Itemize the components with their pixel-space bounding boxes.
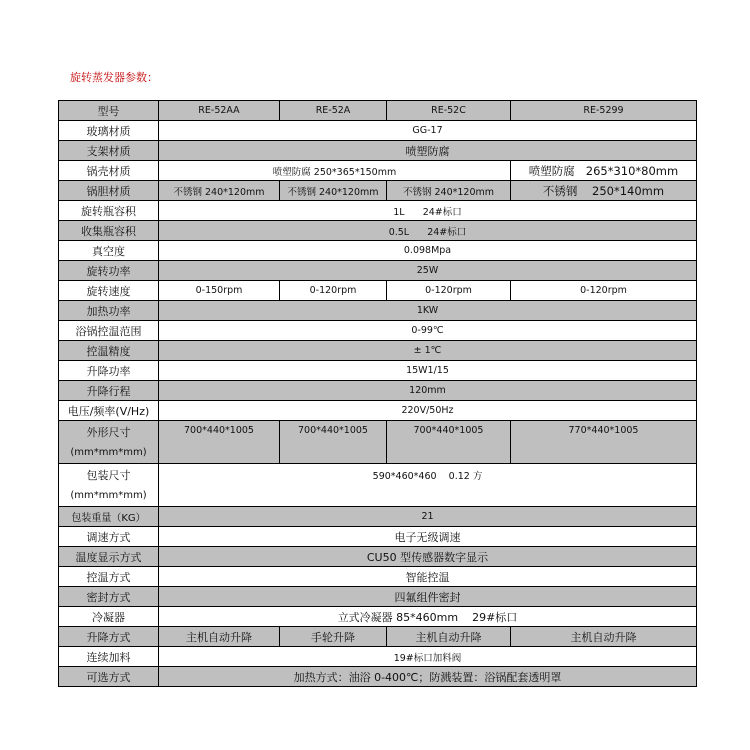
row-label: 升降功率 xyxy=(59,361,159,381)
row-value: GG-17 xyxy=(159,121,697,141)
row-value: 不锈钢 240*120mm xyxy=(280,181,387,201)
row-value: 120mm xyxy=(159,381,697,401)
row-label: 锅壳材质 xyxy=(59,161,159,181)
table-row xyxy=(59,161,697,181)
table-row xyxy=(59,201,697,221)
row-value: 700*440*1005 xyxy=(280,421,387,464)
row-label: 可选方式 xyxy=(59,667,159,687)
row-label: 电压/频率(V/Hz) xyxy=(59,401,159,421)
row-value: 15W1/15 xyxy=(159,361,697,381)
model-header: RE-52AA xyxy=(159,101,280,121)
row-value: 21 xyxy=(159,507,697,527)
row-value: 0-120rpm xyxy=(511,281,697,301)
row-label-line: 外形尺寸 xyxy=(86,425,131,439)
row-label-line: 包装尺寸 xyxy=(86,468,131,482)
row-label: 连续加料 xyxy=(59,647,159,667)
row-value: 1KW xyxy=(159,301,697,321)
row-value: 喷塑防腐 xyxy=(159,141,697,161)
row-value: 0-150rpm xyxy=(159,281,280,301)
row-value: 四氟组件密封 xyxy=(159,587,697,607)
row-label: 升降方式 xyxy=(59,627,159,647)
row-value: 0-99℃ xyxy=(159,321,697,341)
table-row xyxy=(59,121,697,141)
spec-table xyxy=(58,100,697,687)
table-row xyxy=(59,321,697,341)
row-value: ± 1℃ xyxy=(159,341,697,361)
row-value: 加热方式：油浴 0-400℃；防溅装置：浴锅配套透明罩 xyxy=(159,667,697,687)
row-label: 玻璃材质 xyxy=(59,121,159,141)
row-value: 700*440*1005 xyxy=(159,421,280,464)
row-value: 0.098Mpa xyxy=(159,241,697,261)
row-value: 手轮升降 xyxy=(280,627,387,647)
row-value: 不锈钢 240*120mm xyxy=(387,181,511,201)
row-value: 770*440*1005 xyxy=(511,421,697,464)
row-label: 浴锅控温范围 xyxy=(59,321,159,341)
table-row xyxy=(59,647,697,667)
table-row xyxy=(59,381,697,401)
row-value: 不锈钢 240*120mm xyxy=(159,181,280,201)
shell-size: 265*310*80mm xyxy=(585,163,679,178)
row-value: 立式冷凝器 85*460mm 29#标口 xyxy=(159,607,697,627)
row-value: 智能控温 xyxy=(159,567,697,587)
row-value: CU50 型传感器数字显示 xyxy=(159,547,697,567)
row-label: 冷凝器 xyxy=(59,607,159,627)
table-row xyxy=(59,421,697,464)
row-label: 旋转速度 xyxy=(59,281,159,301)
header-label: 型号 xyxy=(59,101,159,121)
model-header: RE-52C xyxy=(387,101,511,121)
row-label: 加热功率 xyxy=(59,301,159,321)
row-label: 支架材质 xyxy=(59,141,159,161)
row-label-line: (mm*mm*mm) xyxy=(70,446,147,458)
row-value: 1L 24#标口 xyxy=(159,201,697,221)
row-value: 220V/50Hz xyxy=(159,401,697,421)
row-label: 温度显示方式 xyxy=(59,547,159,567)
table-row xyxy=(59,547,697,567)
table-row xyxy=(59,281,697,301)
row-value: 700*440*1005 xyxy=(387,421,511,464)
row-value: 电子无级调速 xyxy=(159,527,697,547)
table-row xyxy=(59,401,697,421)
table-row xyxy=(59,464,697,507)
row-label: 真空度 xyxy=(59,241,159,261)
row-value: 25W xyxy=(159,261,697,281)
table-row xyxy=(59,261,697,281)
row-label xyxy=(59,421,159,464)
table-row xyxy=(59,587,697,607)
row-value xyxy=(511,161,697,181)
liner-name: 不锈钢 xyxy=(542,183,578,198)
row-value: 0-120rpm xyxy=(387,281,511,301)
row-label: 锅胆材质 xyxy=(59,181,159,201)
row-label: 控温精度 xyxy=(59,341,159,361)
table-row xyxy=(59,361,697,381)
table-row xyxy=(59,567,697,587)
row-value: 主机自动升降 xyxy=(159,627,280,647)
row-value xyxy=(511,181,697,201)
row-label: 旋转功率 xyxy=(59,261,159,281)
table-row xyxy=(59,627,697,647)
shell-name: 喷塑防腐 xyxy=(528,163,575,178)
table-row xyxy=(59,527,697,547)
model-header: RE-52A xyxy=(280,101,387,121)
row-value: 0-120rpm xyxy=(280,281,387,301)
table-row xyxy=(59,221,697,241)
row-label: 包装重量（KG） xyxy=(59,507,159,527)
header-row xyxy=(59,101,697,121)
row-value: 主机自动升降 xyxy=(387,627,511,647)
table-row xyxy=(59,301,697,321)
row-value: 喷塑防腐 250*365*150mm xyxy=(159,161,511,181)
table-row xyxy=(59,181,697,201)
liner-size: 250*140mm xyxy=(592,183,665,198)
row-value: 0.5L 24#标口 xyxy=(159,221,697,241)
row-label: 收集瓶容积 xyxy=(59,221,159,241)
row-value: 19#标口加料阀 xyxy=(159,647,697,667)
table-row xyxy=(59,667,697,687)
row-value: 主机自动升降 xyxy=(511,627,697,647)
row-label-line: (mm*mm*mm) xyxy=(70,489,147,501)
table-row xyxy=(59,141,697,161)
row-value: 590*460*460 0.12 方 xyxy=(159,464,697,507)
row-label xyxy=(59,464,159,507)
model-header: RE-5299 xyxy=(511,101,697,121)
table-row xyxy=(59,507,697,527)
row-label: 密封方式 xyxy=(59,587,159,607)
table-row xyxy=(59,607,697,627)
table-row xyxy=(59,241,697,261)
table-row xyxy=(59,341,697,361)
row-label: 旋转瓶容积 xyxy=(59,201,159,221)
table-title: 旋转蒸发器参数： xyxy=(70,71,158,84)
row-label: 升降行程 xyxy=(59,381,159,401)
row-label: 调速方式 xyxy=(59,527,159,547)
row-label: 控温方式 xyxy=(59,567,159,587)
